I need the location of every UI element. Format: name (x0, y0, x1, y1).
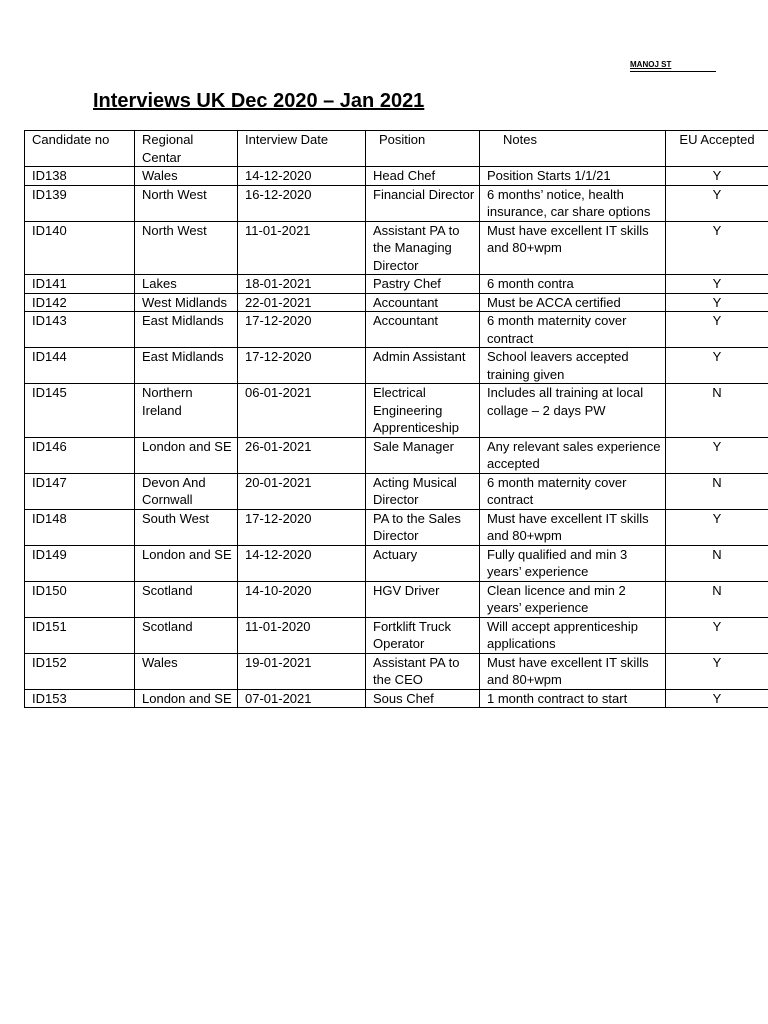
cell-position: Pastry Chef (366, 275, 480, 294)
cell-position: Head Chef (366, 167, 480, 186)
cell-notes: Position Starts 1/1/21 (480, 167, 666, 186)
table-body (25, 167, 768, 708)
table-row (25, 689, 768, 708)
cell-position: Electrical Engineering Apprenticeship (366, 384, 480, 438)
cell-regional-centre: South West (135, 509, 238, 545)
cell-notes: Any relevant sales experience accepted (480, 437, 666, 473)
column-header-date: Interview Date (238, 131, 366, 167)
cell-candidate-no: ID142 (25, 293, 135, 312)
cell-candidate-no: ID141 (25, 275, 135, 294)
cell-regional-centre: East Midlands (135, 312, 238, 348)
cell-notes: School leavers accepted training given (480, 348, 666, 384)
cell-position: Admin Assistant (366, 348, 480, 384)
table-row (25, 348, 768, 384)
cell-position: Assistant PA to the CEO (366, 653, 480, 689)
table-row (25, 509, 768, 545)
cell-notes: Must have excellent IT skills and 80+wpm (480, 653, 666, 689)
cell-interview-date: 14-12-2020 (238, 545, 366, 581)
table-row (25, 275, 768, 294)
cell-notes: Will accept apprenticeship applications (480, 617, 666, 653)
document-title: Interviews UK Dec 2020 – Jan 2021 (93, 90, 425, 112)
cell-interview-date: 17-12-2020 (238, 509, 366, 545)
table-row (25, 437, 768, 473)
cell-eu-accepted: Y (666, 185, 768, 221)
cell-regional-centre: East Midlands (135, 348, 238, 384)
cell-candidate-no: ID150 (25, 581, 135, 617)
cell-position: Accountant (366, 293, 480, 312)
cell-eu-accepted: Y (666, 437, 768, 473)
cell-position: Financial Director (366, 185, 480, 221)
cell-interview-date: 16-12-2020 (238, 185, 366, 221)
cell-notes: Must be ACCA certified (480, 293, 666, 312)
cell-candidate-no: ID152 (25, 653, 135, 689)
table-row (25, 653, 768, 689)
cell-candidate-no: ID145 (25, 384, 135, 438)
table-row (25, 312, 768, 348)
table-row (25, 617, 768, 653)
cell-interview-date: 11-01-2021 (238, 221, 366, 275)
cell-eu-accepted: Y (666, 509, 768, 545)
table-row (25, 581, 768, 617)
cell-candidate-no: ID149 (25, 545, 135, 581)
column-header-region: Regional Centar (135, 131, 238, 167)
column-header-candidate: Candidate no (25, 131, 135, 167)
cell-notes: Must have excellent IT skills and 80+wpm (480, 221, 666, 275)
cell-interview-date: 26-01-2021 (238, 437, 366, 473)
cell-candidate-no: ID138 (25, 167, 135, 186)
cell-regional-centre: Devon And Cornwall (135, 473, 238, 509)
cell-eu-accepted: Y (666, 617, 768, 653)
cell-interview-date: 22-01-2021 (238, 293, 366, 312)
cell-notes: 6 month contra (480, 275, 666, 294)
table-row (25, 473, 768, 509)
cell-regional-centre: North West (135, 185, 238, 221)
cell-position: Fortklift Truck Operator (366, 617, 480, 653)
table-row (25, 185, 768, 221)
cell-position: Acting Musical Director (366, 473, 480, 509)
cell-candidate-no: ID139 (25, 185, 135, 221)
cell-regional-centre: North West (135, 221, 238, 275)
cell-candidate-no: ID144 (25, 348, 135, 384)
cell-eu-accepted: Y (666, 293, 768, 312)
cell-position: Sous Chef (366, 689, 480, 708)
cell-candidate-no: ID146 (25, 437, 135, 473)
header-row (25, 131, 768, 167)
table-row (25, 293, 768, 312)
cell-regional-centre: Northern Ireland (135, 384, 238, 438)
cell-regional-centre: London and SE (135, 689, 238, 708)
cell-position: HGV Driver (366, 581, 480, 617)
cell-eu-accepted: Y (666, 275, 768, 294)
cell-regional-centre: Scotland (135, 617, 238, 653)
cell-regional-centre: Scotland (135, 581, 238, 617)
cell-candidate-no: ID153 (25, 689, 135, 708)
cell-interview-date: 11-01-2020 (238, 617, 366, 653)
interviews-table (24, 130, 768, 708)
cell-position: Actuary (366, 545, 480, 581)
cell-notes: 6 month maternity cover contract (480, 312, 666, 348)
cell-interview-date: 18-01-2021 (238, 275, 366, 294)
cell-eu-accepted: Y (666, 312, 768, 348)
column-header-notes: Notes (480, 131, 666, 167)
cell-position: Sale Manager (366, 437, 480, 473)
cell-eu-accepted: N (666, 545, 768, 581)
cell-candidate-no: ID147 (25, 473, 135, 509)
table-row (25, 384, 768, 438)
cell-eu-accepted: N (666, 473, 768, 509)
cell-candidate-no: ID151 (25, 617, 135, 653)
column-header-position: Position (366, 131, 480, 167)
cell-notes: 1 month contract to start (480, 689, 666, 708)
cell-position: Assistant PA to the Managing Director (366, 221, 480, 275)
cell-interview-date: 17-12-2020 (238, 312, 366, 348)
cell-eu-accepted: Y (666, 689, 768, 708)
table-row (25, 545, 768, 581)
cell-eu-accepted: Y (666, 221, 768, 275)
cell-regional-centre: Lakes (135, 275, 238, 294)
cell-eu-accepted: Y (666, 348, 768, 384)
cell-candidate-no: ID148 (25, 509, 135, 545)
cell-notes: Clean licence and min 2 years’ experience (480, 581, 666, 617)
cell-interview-date: 20-01-2021 (238, 473, 366, 509)
cell-candidate-no: ID140 (25, 221, 135, 275)
table-row (25, 221, 768, 275)
cell-regional-centre: Wales (135, 653, 238, 689)
cell-interview-date: 14-12-2020 (238, 167, 366, 186)
cell-regional-centre: West Midlands (135, 293, 238, 312)
cell-notes: 6 months’ notice, health insurance, car share options (480, 185, 666, 221)
cell-notes: Includes all training at local collage – 2 days PW (480, 384, 666, 438)
cell-regional-centre: London and SE (135, 437, 238, 473)
cell-notes: Fully qualified and min 3 years’ experience (480, 545, 666, 581)
cell-regional-centre: London and SE (135, 545, 238, 581)
cell-regional-centre: Wales (135, 167, 238, 186)
cell-interview-date: 14-10-2020 (238, 581, 366, 617)
table-row (25, 167, 768, 186)
column-header-eu-accepted: EU Accepted (666, 131, 768, 167)
cell-interview-date: 19-01-2021 (238, 653, 366, 689)
cell-eu-accepted: Y (666, 653, 768, 689)
cell-candidate-no: ID143 (25, 312, 135, 348)
cell-eu-accepted: N (666, 384, 768, 438)
cell-interview-date: 17-12-2020 (238, 348, 366, 384)
cell-notes: 6 month maternity cover contract (480, 473, 666, 509)
cell-interview-date: 06-01-2021 (238, 384, 366, 438)
cell-position: PA to the Sales Director (366, 509, 480, 545)
author-name: MANOJ ST (630, 60, 716, 72)
cell-notes: Must have excellent IT skills and 80+wpm (480, 509, 666, 545)
cell-eu-accepted: N (666, 581, 768, 617)
cell-eu-accepted: Y (666, 167, 768, 186)
cell-position: Accountant (366, 312, 480, 348)
cell-interview-date: 07-01-2021 (238, 689, 366, 708)
